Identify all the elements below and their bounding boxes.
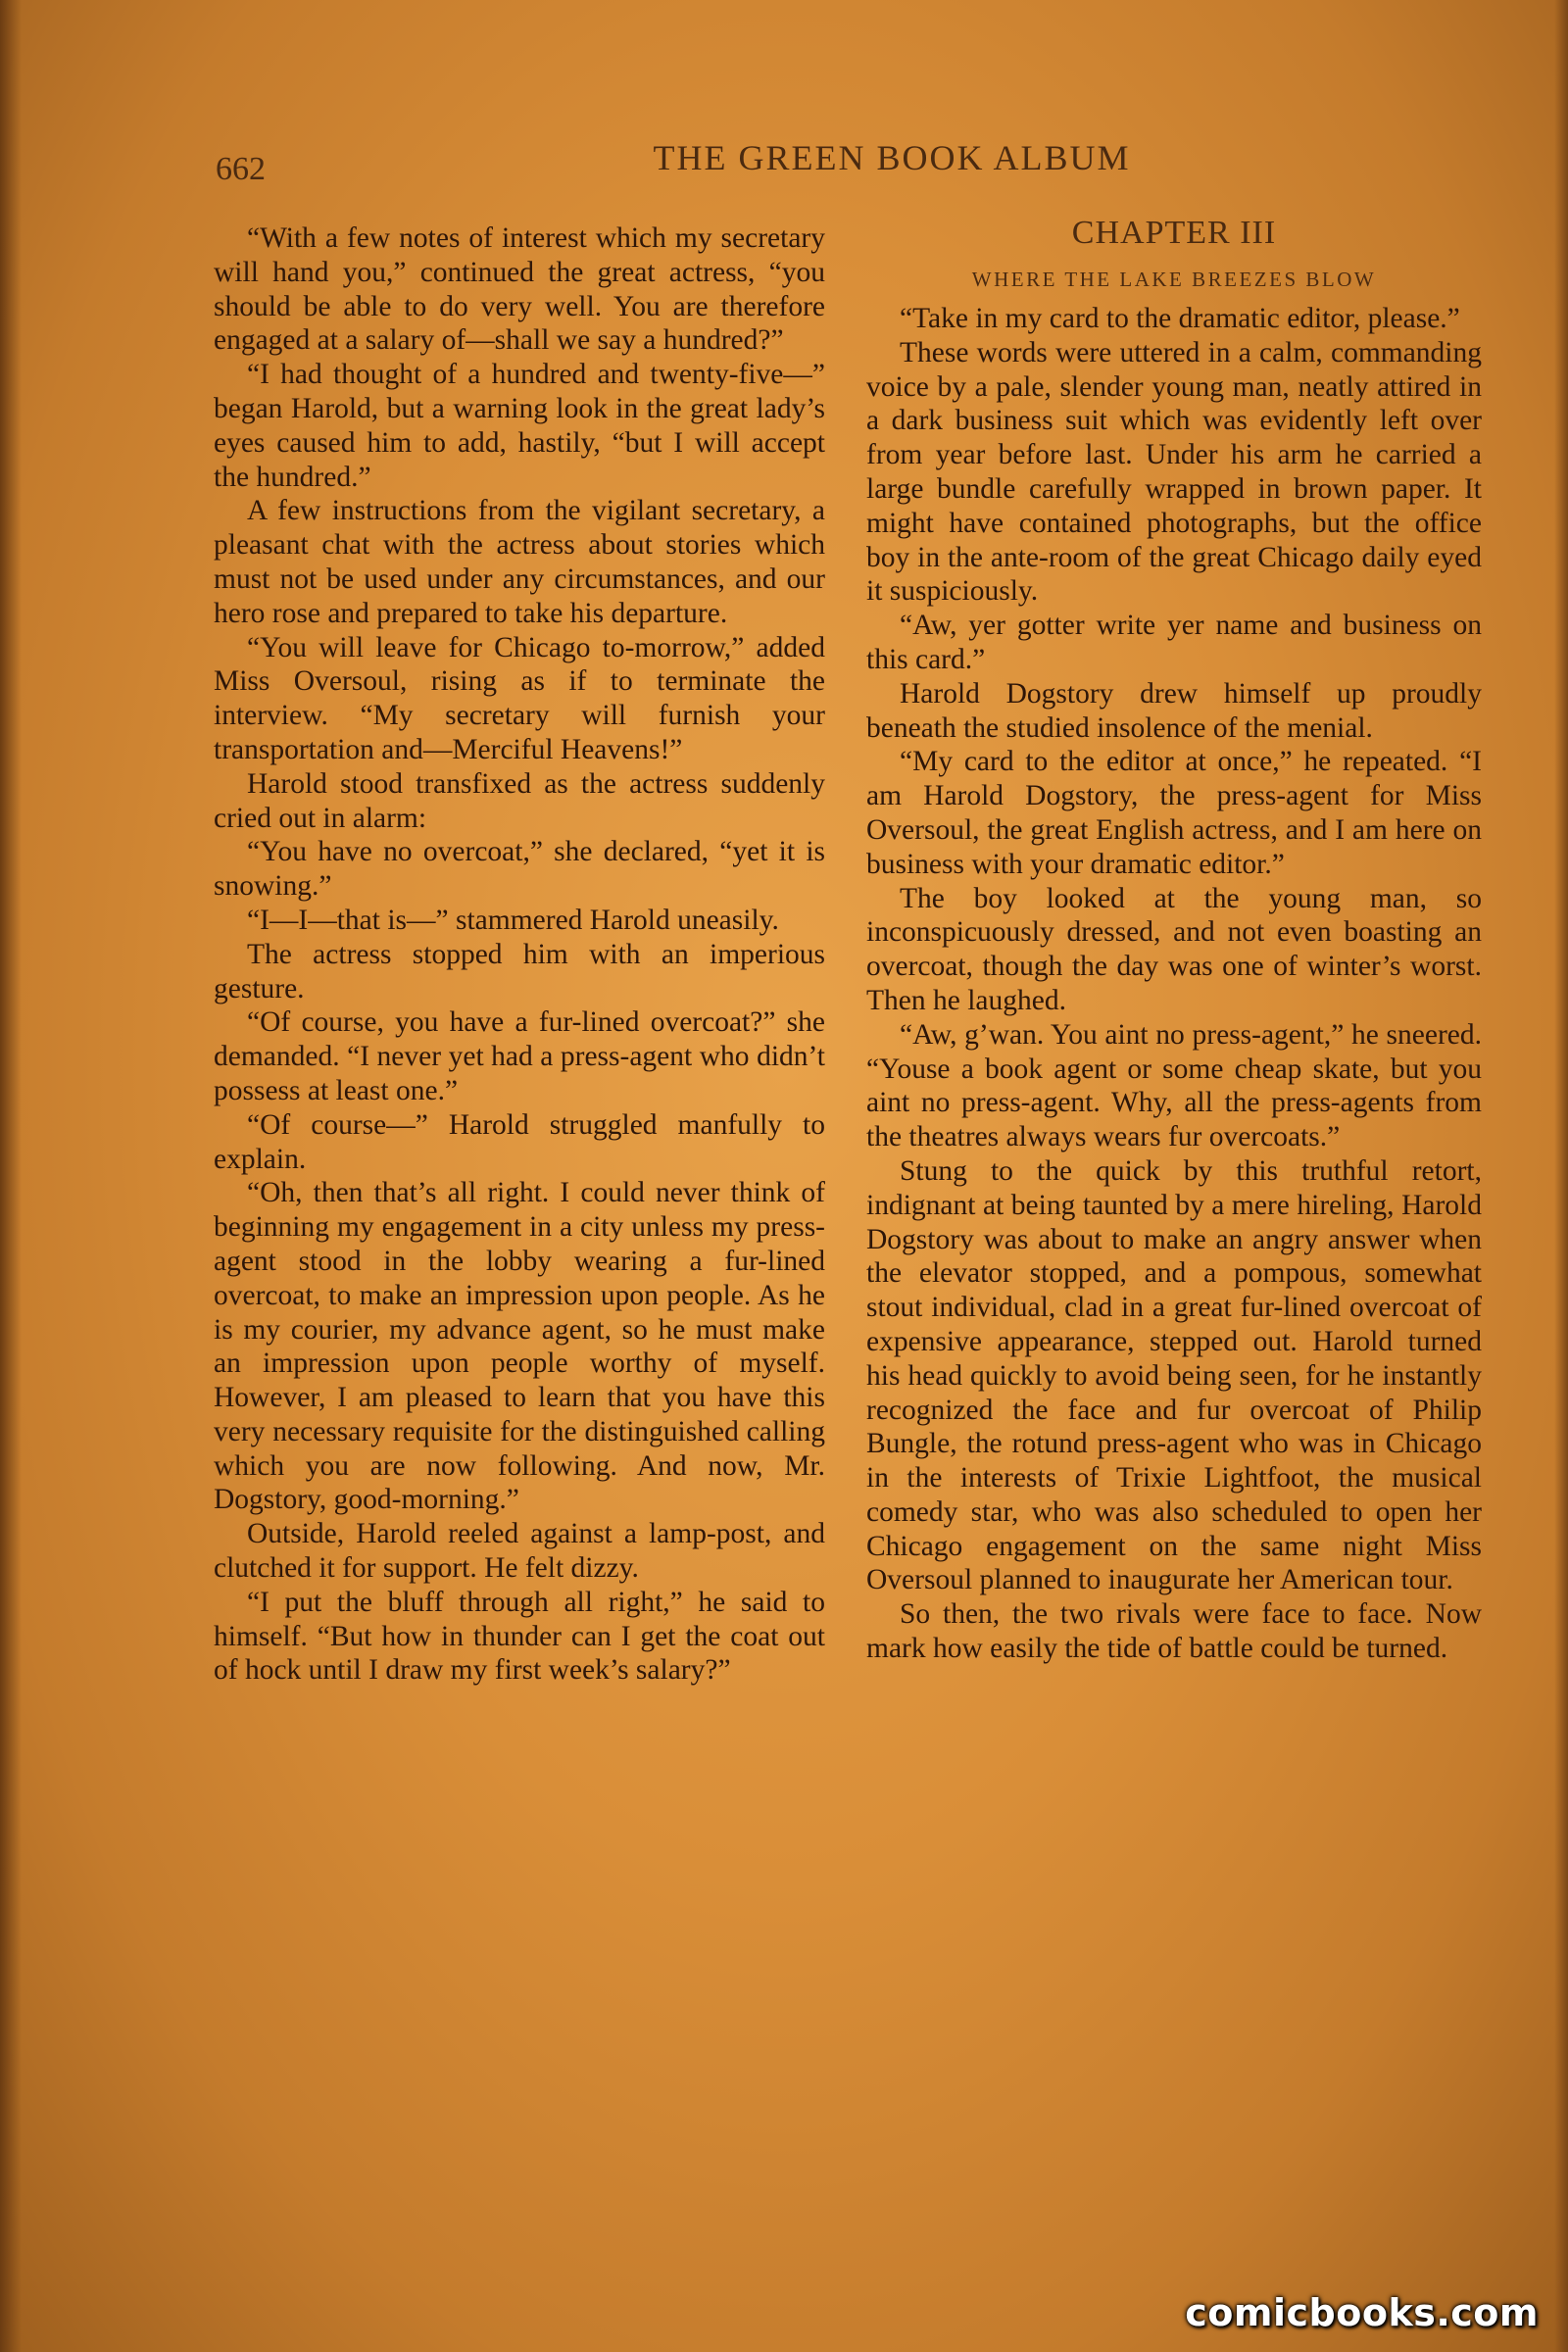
page-right-edge-shadow <box>1554 0 1568 2352</box>
site-watermark: comicbooks.com <box>1185 2291 1539 2334</box>
paragraph: “I—I—that is—” stammered Harold uneasily. <box>247 904 779 936</box>
paragraph: Outside, Harold reeled against a lamp-post, and clutched it for support. He felt dizzy. <box>214 1518 825 1585</box>
paragraph: A few instructions from the vigilant secretary, a pleasant chat with the actress about stories which must not be used under any circumstances, and our hero rose and prepared to take his departure. <box>214 495 825 629</box>
page-header <box>216 137 1480 186</box>
paragraph: Harold stood transfixed as the actress suddenly cried out in alarm: <box>214 767 825 834</box>
paragraph: So then, the two rivals were face to face. Now mark how easily the tide of battle could be turned. <box>866 1598 1482 1665</box>
paragraph: “Of course—” Harold struggled manfully to explain. <box>214 1108 825 1175</box>
paragraph: “Aw, yer gotter write yer name and business on this card.” <box>866 610 1482 675</box>
running-title: THE GREEN BOOK ALBUM <box>653 138 1131 177</box>
paragraph: “Take in my card to the dramatic editor, please.” <box>900 303 1460 334</box>
chapter-title: CHAPTER III <box>1071 215 1277 251</box>
paragraph: “My card to the editor at once,” he repeated. “I am Harold Dogstory, the press-agent for Miss Oversoul, the great English actress, and I am here on business with your dramatic editor.” <box>866 746 1482 880</box>
paragraph: “I had thought of a hundred and twenty-five—” began Harold, but a warning look in the great lady’s eyes caused him to add, hastily, “but I will accept the hundred.” <box>214 359 825 493</box>
paragraph: “I put the bluff through all right,” he said to himself. “But how in thunder can I get the coat out of hock until I draw my first week’s salary?” <box>214 1586 825 1687</box>
page-left-edge-shadow <box>0 0 22 2352</box>
right-column <box>866 214 1482 1666</box>
chapter-subtitle: WHERE THE LAKE BREEZES BLOW <box>971 268 1377 291</box>
paragraph: “Of course, you have a fur-lined overcoat?” she demanded. “I never yet had a press-agent who didn’t possess at least one.” <box>214 1006 825 1106</box>
paragraph: “Aw, g’wan. You aint no press-agent,” he sneered. “Youse a book agent or some cheap skate, but you aint no press-agent. Why, all the press-agents from the theatres always wears fur overcoats.” <box>866 1018 1482 1153</box>
left-column <box>214 221 825 1688</box>
paragraph: “You will leave for Chicago to-morrow,” added Miss Oversoul, rising as if to terminate the interview. “My secretary will furnish your transportation and—Merciful Heavens!” <box>214 631 825 765</box>
paragraph: “With a few notes of interest which my secretary will hand you,” continued the great actress, “you should be able to do very well. You are therefore engaged at a salary of—shall we say a hundred?” <box>214 222 825 357</box>
paragraph: Harold Dogstory drew himself up proudly beneath the studied insolence of the menial. <box>866 677 1482 744</box>
page-number: 662 <box>216 151 266 187</box>
paragraph: Stung to the quick by this truthful retort, indignant at being taunted by a mere hireling, Harold Dogstory was about to make an angry answer when the elevator stopped, and a pompous, somewhat stout individual, clad in a great fur-lined overcoat of expensive appearance, stepped out. Harold turned his head quickly to avoid being seen, for he instantly recognized the face and fur overcoat of Philip Bungle, the rotund press-agent who was in Chicago in the interests of Trixie Lightfoot, the musical comedy star, who was also scheduled to open her Chicago engagement on the same night Miss Oversoul planned to inaugurate her American tour. <box>866 1154 1482 1596</box>
paragraph: “Oh, then that’s all right. I could never think of beginning my engagement in a city unless my press-agent stood in the lobby wearing a fur-lined overcoat, to make an impression upon people. As he is my courier, my advance agent, so he must make an impression upon people worthy of myself. However, I am pleased to learn that you have this very necessary requisite for the distinguished calling which you are now following. And now, Mr. Dogstory, good-morning.” <box>214 1177 825 1516</box>
paragraph: “You have no overcoat,” she declared, “yet it is snowing.” <box>214 836 825 903</box>
paragraph: These words were uttered in a calm, commanding voice by a pale, slender young man, neatly attired in a dark business suit which was evidently left over from year before last. Under his arm he carried a large bundle carefully wrapped in brown paper. It might have contained photographs, but the office boy in the ante-room of the great Chicago daily eyed it suspiciously. <box>866 336 1482 608</box>
paragraph: The actress stopped him with an imperious gesture. <box>214 938 825 1004</box>
paragraph: The boy looked at the young man, so inconspicuously dressed, and not even boasting an overcoat, though the day was one of winter’s worst. Then he laughed. <box>866 882 1482 1016</box>
